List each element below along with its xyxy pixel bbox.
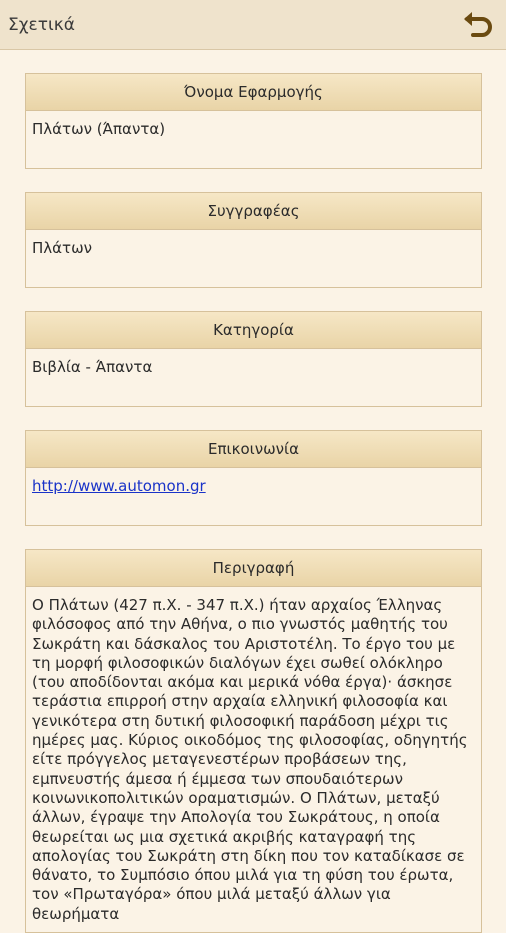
action-bar [0, 0, 506, 50]
category-heading: Κατηγορία [26, 312, 481, 349]
back-arrow-icon [461, 10, 495, 40]
author-value: Πλάτων [32, 239, 93, 257]
page-title: Σχετικά [8, 14, 75, 35]
contact-heading: Επικοινωνία [26, 431, 481, 468]
app-name-heading: Όνομα Εφαρμογής [26, 74, 481, 111]
author-heading: Συγγραφέας [26, 193, 481, 230]
description-text: Ο Πλάτων (427 π.Χ. - 347 π.Χ.) ήταν αρχαίος Έλληνας φιλόσοφος από την Αθήνα, ο πιο γνωστός μαθητής του Σωκράτη και δάσκαλος του Αριστοτέλη. Το έργο του με τη μορφή φιλοσοφικών διαλόγων έχει σωθεί ολόκληρο (του αποδίδονται ακόμα και μερικά νόθα έργα)· άσκησε τεράστια επιρροή στην αρχαία ελληνική φιλοσοφία και γενικότερα στη δυτική φιλοσοφική παράδοση μέχρι τις ημέρες μας. Κύριος οικοδόμος της φιλοσοφίας, οδηγητής είτε πρόγγελος μεταγενεστέρων προβάσεων της, εμπνευστής άμεσα ή έμμεσα των σπουδαιότερων κοινωνικοπολιτικών οραματισμών. Ο Πλάτων, μεταξύ άλλων, έγραψε την Απολογία του Σωκράτους, η οποία θεωρείται ως μια σχετικά ακριβής καταγραφή της απολογίας του Σωκράτη στη δίκη που τον καταδίκασε σε θάνατο, το Συμπόσιο όπου μιλά για τη φύση του έρωτα, τον «Πρωταγόρα» όπου μιλά μεταξύ άλλων για θεωρήματα [32, 596, 468, 923]
app-name-value: Πλάτων (Άπαντα) [32, 120, 166, 138]
description-card [25, 549, 482, 933]
author-card [25, 192, 482, 288]
description-heading: Περιγραφή [26, 550, 481, 587]
category-card [25, 311, 482, 407]
website-link[interactable]: http://www.automon.gr [32, 477, 206, 495]
contact-card [25, 430, 482, 526]
contact-body [26, 468, 481, 525]
about-content [0, 50, 506, 933]
back-button[interactable] [460, 7, 496, 43]
category-value: Βιβλία - Άπαντα [32, 358, 153, 376]
app-name-card [25, 73, 482, 169]
